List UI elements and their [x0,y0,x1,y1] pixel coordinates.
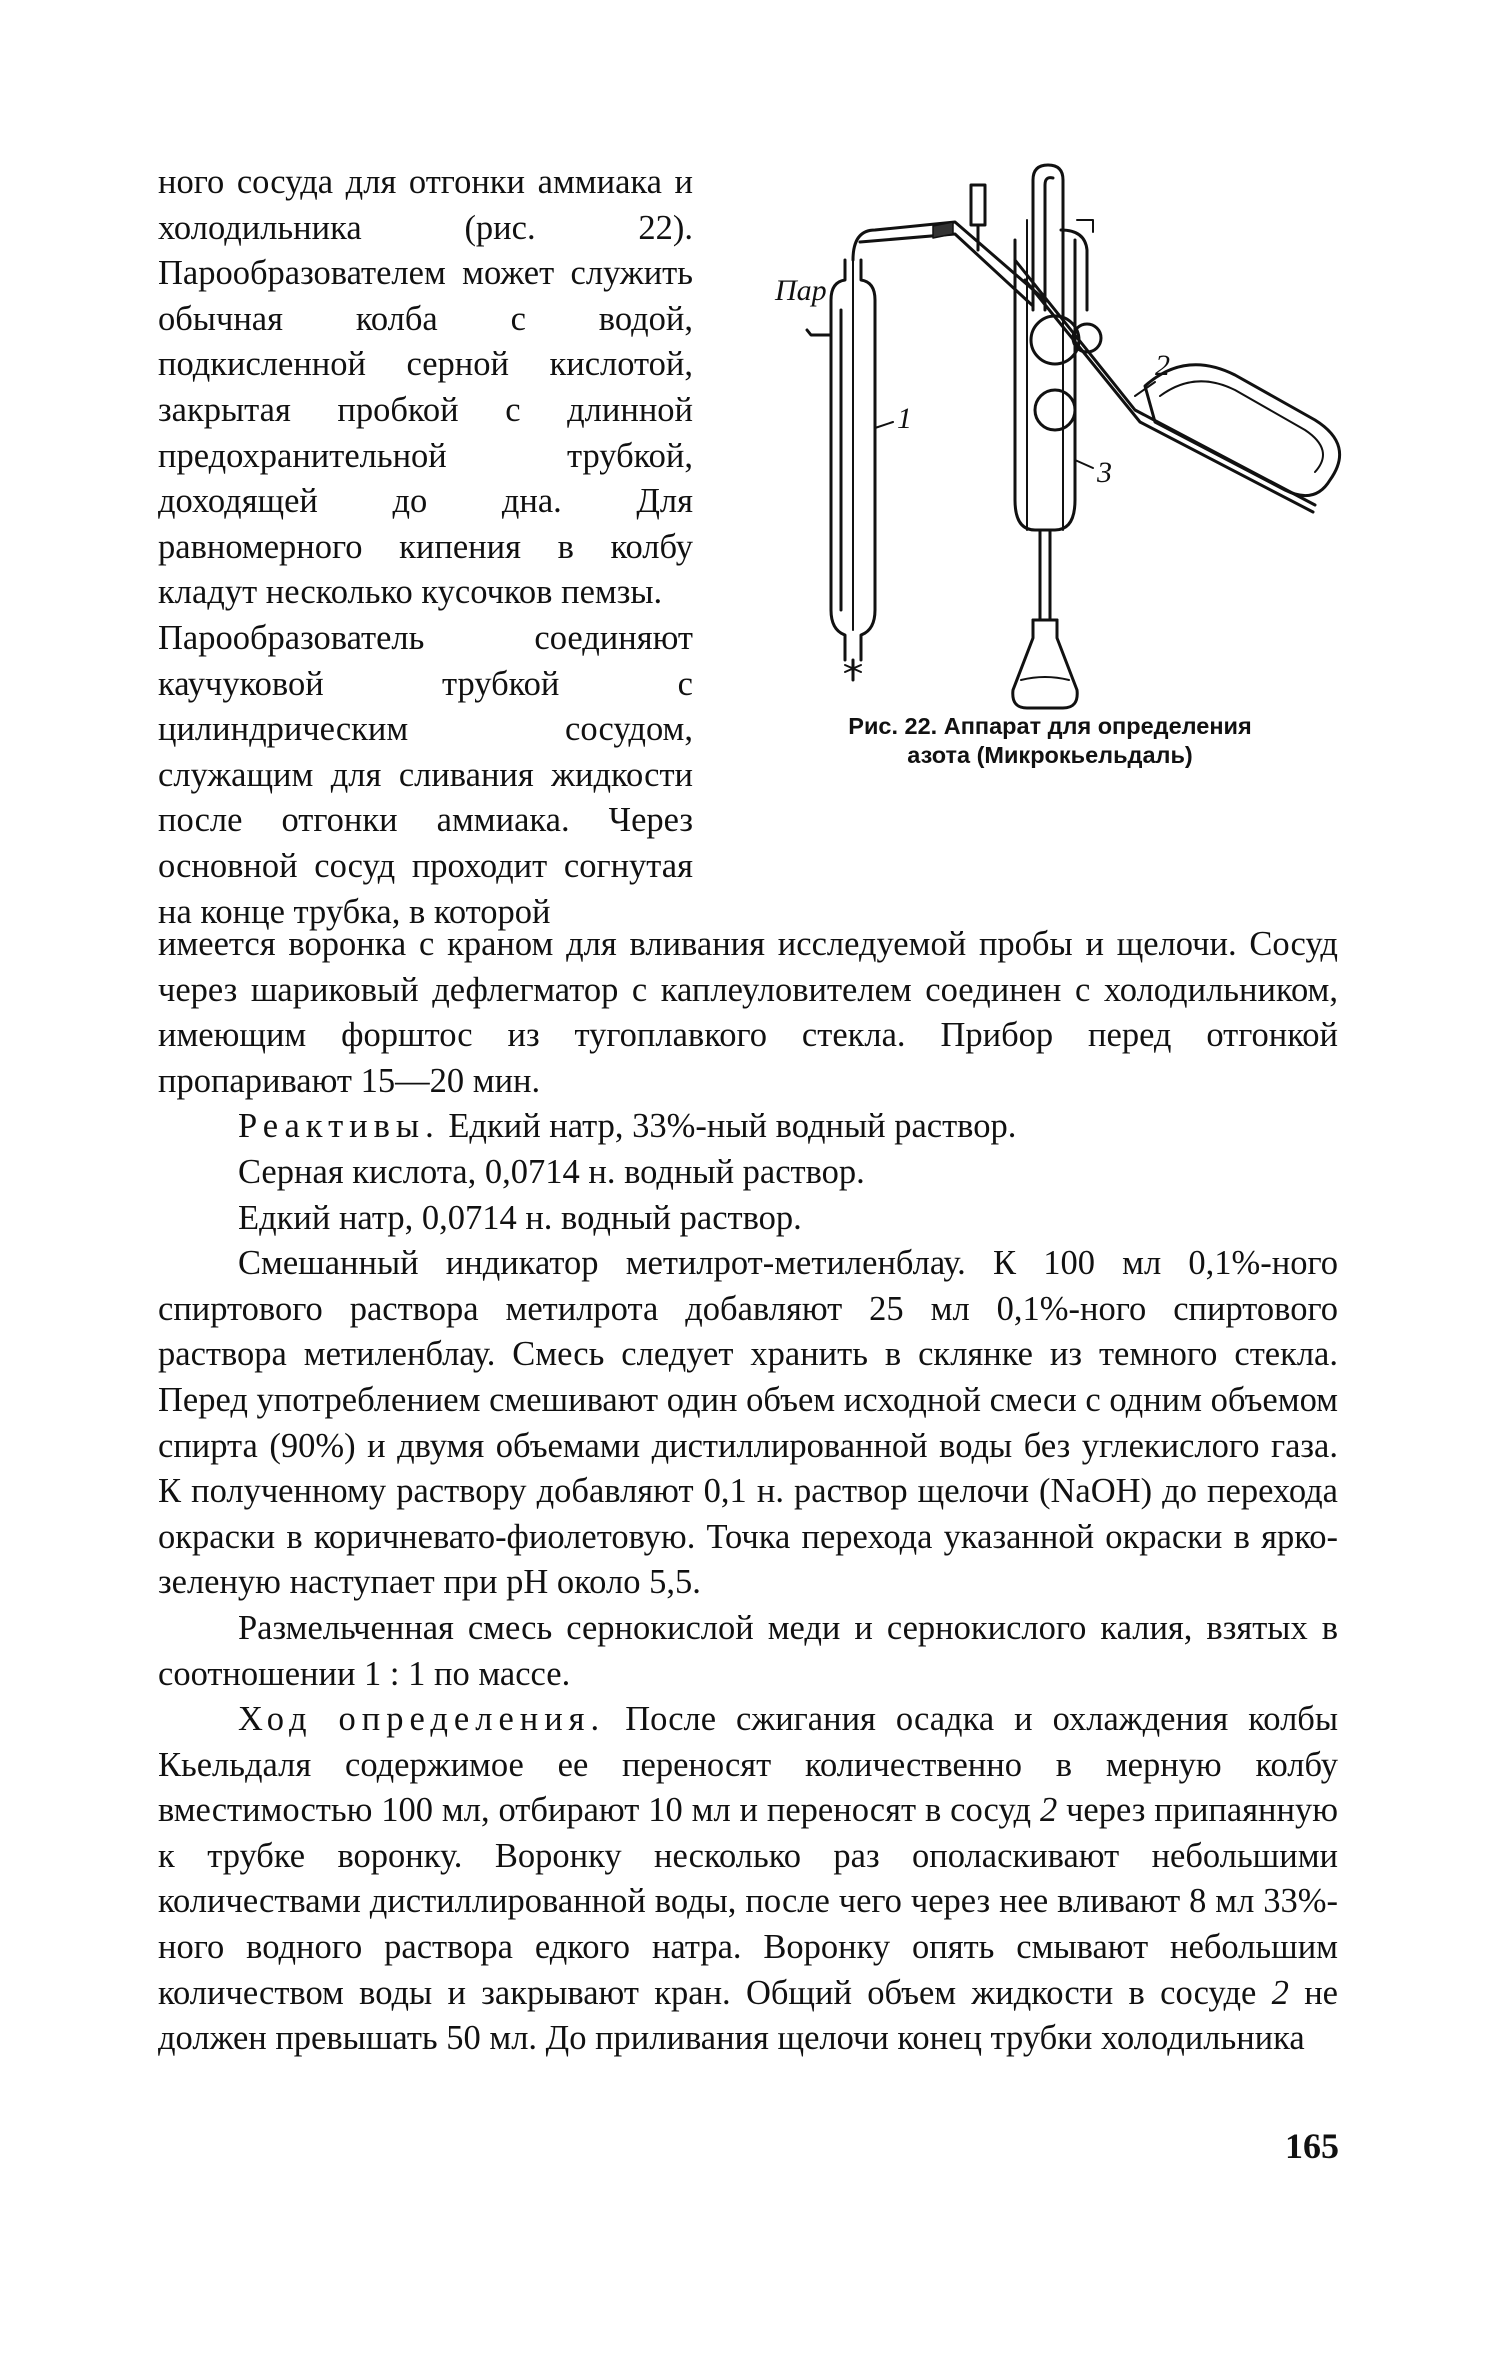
reagent-text: Едкий натр, 33%-ный водный раствор. [448,1107,1017,1146]
procedure-heading: Ход определения. [238,1700,606,1739]
vessel-number: 2 [1271,1973,1289,2012]
figure-label-3: 3 [1097,456,1112,489]
page-number: 165 [1285,2126,1339,2166]
main-text [158,922,1338,2062]
caption-line: Рис. 22. Аппарат для определения [848,713,1252,739]
reagents-heading: Реактивы. [238,1107,440,1146]
caption-line: азота (Микрокьельдаль) [907,742,1193,768]
procedure-paragraph [158,1697,1338,2062]
reagent-item: Размельченная смесь сернокислой меди и сернокислого калия, взятых в соотношении 1 : 1 по массе. [158,1608,1338,1693]
figure-caption [740,712,1360,770]
procedure-text: После сжигания осадка и охлаждения колбы Кьельдаля содержимое ее переносят количественно в мерную колбу вместимостью 100 мл, отбирают 10 мл и переносят в сосуд [158,1700,1339,1830]
apparatus-figure [715,160,1355,740]
procedure-text: не должен превышать 50 мл. До приливания щелочи конец трубки холодильника [158,1973,1338,2058]
figure-label-steam: Пар [775,274,827,307]
kjeldahl-apparatus-drawing [715,160,1355,720]
reagent-item: Серная кислота, 0,0714 н. водный раствор. [238,1152,865,1191]
figure-label-2: 2 [1155,349,1170,382]
paragraph-continuation: имеется воронка с краном для вливания исследуемой пробы и щелочи. Сосуд через шариковый дефлегматор с каплеуловителем соединен с холодильником, имеющим форштос из тугоплавкого стекла. Прибор перед отгонкой пропаривают 15—20 мин. [158,925,1338,1100]
left-column-text [158,160,693,935]
reagent-item: Смешанный индикатор метилрот-метиленблау. К 100 мл 0,1%-ного спиртового раствора метилрота добавляют 25 мл 0,1%-ного спиртового раствора метиленблау. Смесь следует хранить в склянке из темного стекла. Перед употреблением смешивают один объем исходной смеси с одним объемом спирта (90%) и двумя объемами дистиллированной воды без углекислого газа. К полученному раствору добавляют 0,1 н. раствор щелочи (NaOH) до перехода окраски в коричневато-фиолетовую. Точка перехода указанной окраски в ярко-зеленую наступает при pH около 5,5. [158,1244,1338,1602]
procedure-text: через припаянную к трубке воронку. Воронку несколько раз ополаскивают небольшими количествами дистиллированной воды, после чего через нее вливают 8 мл 33%-ного водного раствора едкого натра. Воронку опять смывают небольшим количеством воды и закрывают кран. Общий объем жидкости в сосуде [158,1791,1339,2012]
paragraph: ного сосуда для отгонки аммиака и холодильника (рис. 22). Парообразователем может служить обычная колба с водой, подкисленной серной кислотой, закрытая пробкой с длинной предохранительной трубкой, доходящей до дна. Для равномерного кипения в колбу кладут несколько кусочков пемзы. [158,163,693,612]
vessel-number: 2 [1039,1791,1058,1830]
figure-label-1: 1 [897,402,912,435]
reagent-item [158,1104,1338,1150]
reagent-item: Едкий натр, 0,0714 н. водный раствор. [238,1198,802,1237]
paragraph: Парообразователь соединяют каучуковой трубкой с цилиндрическим сосудом, служащим для сливания жидкости после отгонки аммиака. Через основной сосуд проходит согнутая на конце трубка, в которой [158,618,693,931]
